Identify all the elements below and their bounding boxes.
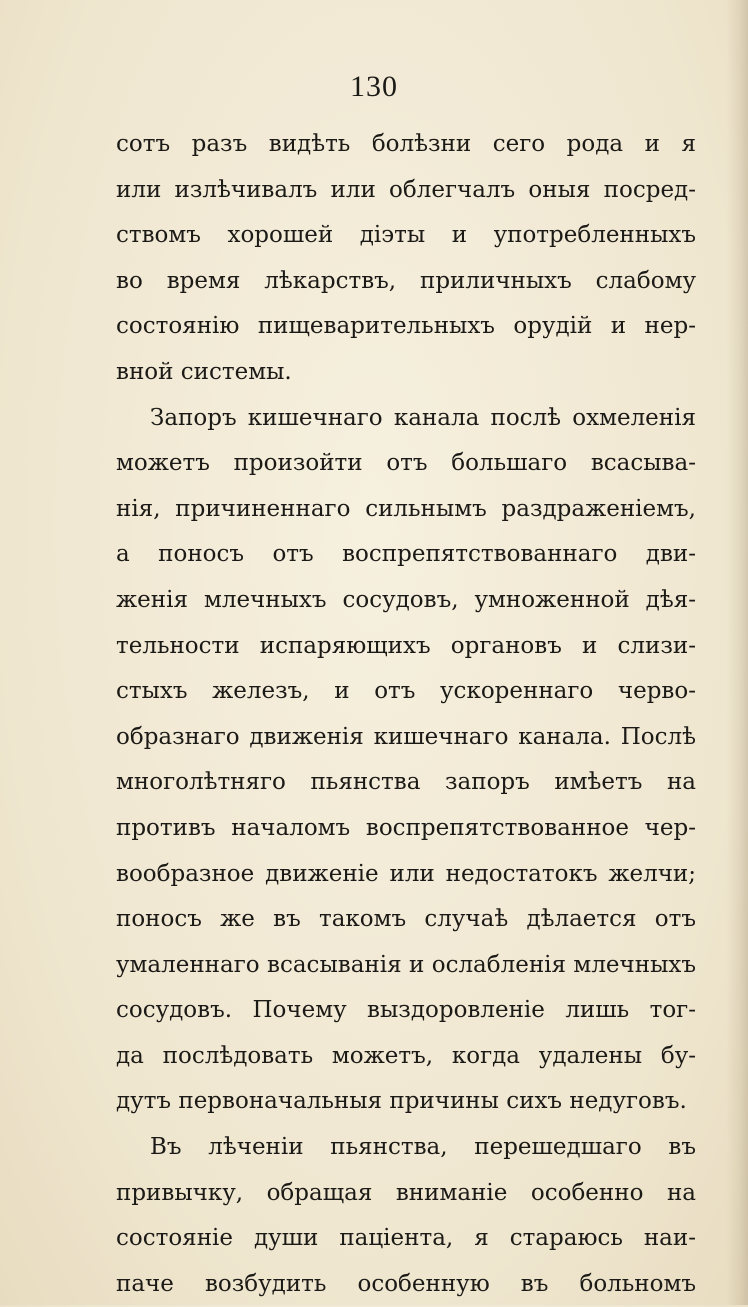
text-line: паче возбудить особенную въ больномъ (116, 1270, 696, 1297)
text-line: во время лѣкарствъ, приличныхъ слабому (116, 267, 696, 294)
text-line: вообразное движеніе или недостатокъ желчи; (116, 860, 696, 887)
text-line: поносъ же въ такомъ случаѣ дѣлается отъ (116, 906, 696, 933)
text-line: нія, причиненнаго сильнымъ раздраженіемъ, (116, 495, 696, 522)
text-line: Въ лѣченіи пьянства, перешедшаго въ (150, 1134, 696, 1161)
text-line: сосудовъ. Почему выздоровленіе лишь тог- (116, 997, 696, 1024)
text-line: да послѣдовать можетъ, когда удалены бу- (116, 1042, 696, 1069)
text-line: состоянію пищеварительныхъ орудій и нер- (116, 313, 696, 340)
page-edge-shadow (726, 0, 748, 1305)
text-line: умаленнаго всасыванія и ослабленія млечныхъ (116, 951, 696, 978)
text-line: образнаго движенія кишечнаго канала. Послѣ (116, 723, 696, 750)
text-line: тельности испаряющихъ органовъ и слизи- (116, 632, 696, 659)
text-line: привычку, обращая вниманіе особенно на (116, 1179, 696, 1206)
page-number: 130 (350, 70, 398, 103)
text-line: состояніе души паціента, я стараюсь наи- (116, 1225, 696, 1252)
text-line: ствомъ хорошей діэты и употребленныхъ (116, 222, 696, 249)
text-line: можетъ произойти отъ большаго всасыва- (116, 450, 696, 477)
text-line: вной системы. (116, 358, 292, 385)
text-line: стыхъ железъ, и отъ ускореннаго черво- (116, 678, 696, 705)
text-line: женія млечныхъ сосудовъ, умноженной дѣя- (116, 586, 696, 613)
text-line: противъ началомъ воспрепятствованное чер- (116, 814, 696, 841)
body-text (116, 122, 696, 1307)
text-line: или излѣчивалъ или облегчалъ оныя посред- (116, 176, 696, 203)
text-line: сотъ разъ видѣть болѣзни сего рода и я (116, 131, 696, 157)
text-line: дутъ первоначальныя причины сихъ недуговъ. (116, 1088, 687, 1115)
text-line: Запоръ кишечнаго канала послѣ охмеленія (150, 404, 696, 431)
text-line: многолѣтняго пьянства запоръ имѣетъ на (116, 769, 696, 796)
text-line: а поносъ отъ воспрепятствованнаго дви- (116, 541, 696, 568)
